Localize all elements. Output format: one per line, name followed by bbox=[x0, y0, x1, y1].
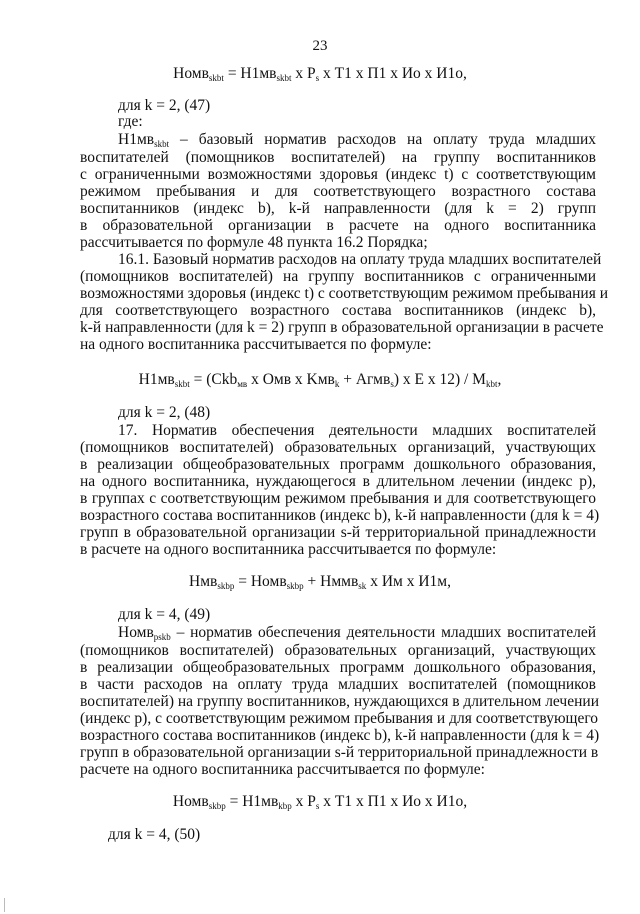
formula-49-condition: для k = 4, (49) bbox=[118, 606, 211, 623]
formula-47: Номв$_{skbt}$ = $Н1мв_{skbt}$ х $Р_s$ х Т1 х П1 х Ио х И1о, bbox=[173, 65, 467, 83]
definition-2-line-5: воспитателей) на группу воспитанников, нуждающихся в длительном лечении bbox=[80, 693, 599, 710]
definition-1-line-2: воспитателей (помощников воспитателей) на группу воспитанников bbox=[80, 149, 596, 166]
definition-2-line-3: в реализации общеобразовательных программ дошкольного образования, bbox=[80, 659, 596, 676]
definition-1-line-7: рассчитывается по формуле 48 пункта 16.2 Порядка; bbox=[80, 234, 428, 251]
paragraph-17-line-2: (помощников воспитателей) образовательных организаций, участвующих bbox=[80, 439, 596, 456]
paragraph-16-1-line-4: для соответствующего возрастного состава воспитанников (индекс b), bbox=[80, 302, 596, 319]
definition-2-line-6: (индекс p), с соответствующим режимом пребывания и для соответствующего bbox=[80, 710, 599, 727]
definition-2-line-7: возрастного состава воспитанников (индекс b), k-й направленности (для k = 4) bbox=[80, 727, 600, 744]
paragraph-16-1-line-6: на одного воспитанника рассчитывается по формуле: bbox=[80, 336, 432, 353]
scan-edge-mark bbox=[4, 898, 11, 912]
paragraph-17-line-4: на одного воспитанника, нуждающегося в длительном лечении (индекс p), bbox=[80, 473, 596, 490]
paragraph-16-1-line-2: (помощников воспитателей) на группу воспитанников с ограниченными bbox=[80, 268, 596, 285]
paragraph-17-line-7: групп в образовательной организации s-й территориальной принадлежности bbox=[80, 524, 596, 541]
paragraph-17-line-8: в расчете на одного воспитанника рассчитывается по формуле: bbox=[80, 541, 497, 558]
formula-48: $Н1мв_{skbt} = (Ckb_{мв}$ х Омв х Kмв$_k$ + Агмв$_s$) х Е х $12) / M_{kbt}$, bbox=[138, 371, 502, 389]
definition-1-line-3: с ограниченными возможностями здоровья (индекс t) с соответствующим bbox=[80, 166, 596, 183]
definition-1-line-4: режимом пребывания и для соответствующего возрастного состава bbox=[80, 183, 596, 200]
definition-2-line-8: групп в образовательной организации s-й территориальной принадлежности в bbox=[80, 744, 599, 761]
definition-1-line-6: в образовательной организации в расчете на одного воспитанника bbox=[80, 217, 596, 234]
paragraph-16-1-line-5: k-й направленности (для k = 2) групп в образовательной организации в расчете bbox=[80, 319, 604, 336]
formula-47-condition: для k = 2, (47) bbox=[118, 97, 211, 114]
paragraph-16-1-line-3: возможностями здоровья (индекс t) с соответствующим режимом пребывания и bbox=[80, 285, 609, 302]
paragraph-17-line-6: возрастного состава воспитанников (индекс b), k-й направленности (для k = 4) bbox=[80, 507, 600, 524]
paragraph-17-line-1: 17. Норматив обеспечения деятельности младших воспитателей bbox=[118, 422, 596, 439]
paragraph-16-1-line-1: 16.1. Базовый норматив расходов на оплату труда младших воспитателей bbox=[118, 251, 602, 268]
formula-50-condition: для k = 4, (50) bbox=[108, 826, 201, 843]
formula-48-condition: для k = 2, (48) bbox=[118, 404, 211, 421]
definition-1-line-1: $Н1мв_{skbt}$ – базовый норматив расходов на оплату труда младших bbox=[118, 131, 596, 149]
definition-2-line-4: в части расходов на оплату труда младших воспитателей (помощников bbox=[80, 676, 596, 693]
definition-2-line-1: Номв$_{pskb}$ – норматив обеспечения деятельности младших воспитателей bbox=[118, 624, 596, 642]
where-label: где: bbox=[118, 113, 143, 130]
definition-2-line-9: расчете на одного воспитанника рассчитывается по формуле: bbox=[80, 761, 485, 778]
definition-2-line-2: (помощников воспитателей) образовательных организаций, участвующих bbox=[80, 642, 596, 659]
definition-1-line-5: воспитанников (индекс b), k-й направленности (для k = 2) групп bbox=[80, 200, 596, 217]
paragraph-17-line-5: в группах с соответствующим режимом пребывания и для соответствующего bbox=[80, 490, 596, 507]
formula-49: Нмв$_{skbp}$ = Номв$_{skbp}$ + Нммв$_{sk}$ х Им х И1м, bbox=[189, 573, 451, 591]
paragraph-17-line-3: в реализации общеобразовательных программ дошкольного образования, bbox=[80, 456, 596, 473]
page-number: 23 bbox=[312, 38, 328, 54]
formula-50: Номв$_{skbp}$ = $Н1мв_{kbp}$ х $Р_s$ х Т1 х П1 х Ио х И1о, bbox=[172, 793, 468, 811]
